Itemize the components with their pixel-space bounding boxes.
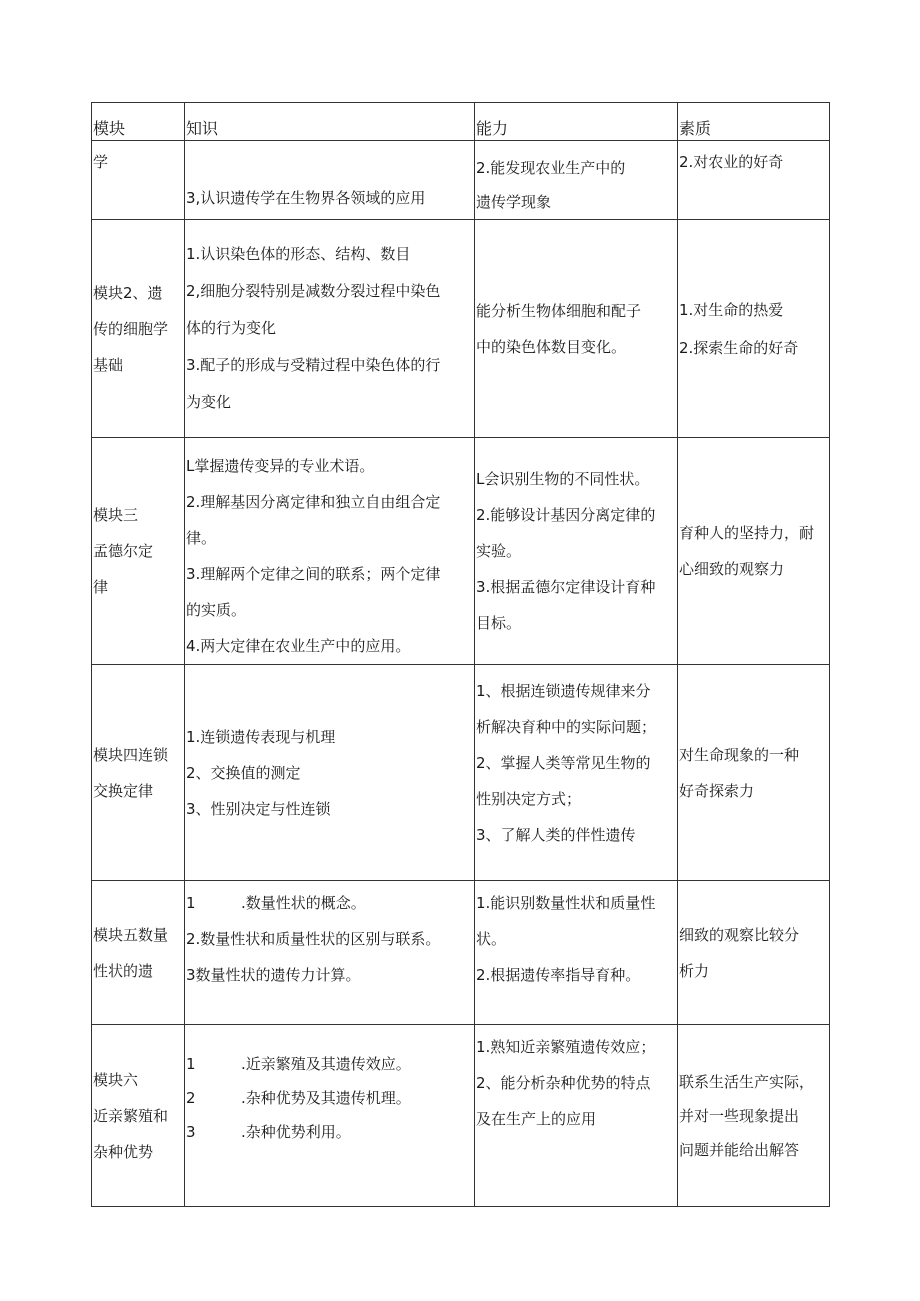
quality-cell (678, 881, 830, 1025)
module-text: 性状的遗 (93, 961, 154, 980)
knowledge-item (186, 885, 474, 921)
knowledge-item: 的实质。 (186, 601, 247, 619)
quality-cell (678, 665, 830, 881)
ability-item: 2、掌握人类等常见生物的 (476, 754, 651, 772)
ability-cell (475, 665, 678, 881)
quality-item: 2.对农业的好奇 (679, 153, 784, 171)
knowledge-cell (185, 881, 475, 1025)
module-text: 律 (93, 578, 109, 596)
knowledge-item: 2.数量性状和质量性状的区别与联系。 (186, 930, 441, 948)
knowledge-number: 3 (186, 1123, 196, 1141)
ability-item: 析解决育种中的实际问题； (476, 718, 657, 736)
ability-item: 2.能够设计基因分离定律的 (476, 506, 656, 524)
module-text: 学 (93, 153, 109, 171)
module-text: 模块2、遗 (93, 283, 163, 302)
ability-item: 1、根据连锁遗传规律来分 (476, 682, 651, 700)
knowledge-item: 3,认识遗传学在生物界各领域的应用 (186, 189, 426, 207)
ability-cell (475, 141, 678, 220)
knowledge-item: 为变化 (186, 393, 232, 411)
knowledge-item: 3.配子的形成与受精过程中染色体的行 (186, 356, 441, 374)
module-text: 模块三 (93, 506, 139, 524)
knowledge-item (186, 1047, 474, 1081)
quality-cell (678, 141, 830, 220)
ability-cell (475, 1025, 678, 1207)
header-module: 模块 (92, 103, 185, 141)
knowledge-item: L掌握遗传变异的专业术语。 (186, 457, 375, 475)
ability-item: 3.根据孟德尔定律设计育种 (476, 578, 656, 596)
knowledge-item: 1.认识染色体的形态、结构、数目 (186, 245, 411, 263)
quality-item: 2.探索生命的好奇 (679, 338, 799, 357)
module-cell (92, 665, 185, 881)
module-cell (92, 438, 185, 665)
module-text: 杂种优势 (93, 1142, 154, 1161)
ability-item: 3、了解人类的伴性遗传 (476, 826, 636, 844)
module-text: 近亲繁殖和 (93, 1106, 169, 1125)
knowledge-item (186, 1115, 474, 1149)
ability-item: 2.根据遗传率指导育种。 (476, 966, 641, 984)
ability-item: 遗传学现象 (476, 193, 552, 211)
knowledge-item: 3.理解两个定律之间的联系；两个定律 (186, 565, 441, 583)
header-ability: 能力 (475, 103, 678, 141)
module-cell (92, 1025, 185, 1207)
ability-item: 1.熟知近亲繁殖遗传效应； (476, 1038, 656, 1056)
quality-cell (678, 1025, 830, 1207)
ability-item: 性别决定方式； (476, 790, 582, 808)
table-header-row (92, 103, 830, 141)
quality-item: 心细致的观察力 (679, 560, 785, 578)
knowledge-item: 3、性别决定与性连锁 (186, 799, 331, 818)
quality-item: 细致的观察比较分 (679, 925, 800, 944)
ability-item: 能分析生物体细胞和配子 (476, 301, 642, 320)
knowledge-item (186, 1081, 474, 1115)
quality-item: 对生命现象的一种 (679, 745, 800, 764)
table-row (92, 665, 830, 881)
module-text: 基础 (93, 355, 124, 374)
module-text: 传的细胞学 (93, 319, 169, 338)
header-knowledge: 知识 (185, 103, 475, 141)
quality-item: 析力 (679, 961, 710, 980)
quality-item: 并对一些现象提出 (679, 1106, 800, 1125)
knowledge-item: 3数量性状的遗传力计算。 (186, 966, 361, 984)
module-text: 交换定律 (93, 781, 154, 800)
knowledge-item: 1.连锁遗传表现与机理 (186, 727, 336, 746)
curriculum-table (91, 102, 830, 1207)
ability-cell (475, 220, 678, 438)
module-cell (92, 141, 185, 220)
knowledge-number: 1 (186, 894, 196, 912)
quality-item: 问题并能给出解答 (679, 1140, 800, 1159)
quality-item: 育种人的坚持力，耐 (679, 524, 815, 542)
ability-item: 实验。 (476, 542, 522, 560)
header-quality: 素质 (678, 103, 830, 141)
ability-cell (475, 881, 678, 1025)
module-text: 模块六 (93, 1070, 139, 1089)
knowledge-text: .近亲繁殖及其遗传效应。 (241, 1055, 411, 1073)
ability-item: 2、能分析杂种优势的特点 (476, 1074, 651, 1092)
module-text: 模块五数量 (93, 925, 169, 944)
ability-item: 中的染色体数目变化。 (476, 337, 627, 356)
knowledge-number: 2 (186, 1089, 196, 1107)
knowledge-item: 2、交换值的测定 (186, 763, 301, 782)
knowledge-item: 4.两大定律在农业生产中的应用。 (186, 637, 411, 655)
knowledge-number: 1 (186, 1055, 196, 1073)
knowledge-item: 2,细胞分裂特别是减数分裂过程中染色 (186, 282, 441, 300)
quality-cell (678, 438, 830, 665)
knowledge-text: .杂种优势利用。 (241, 1123, 351, 1141)
knowledge-cell (185, 1025, 475, 1207)
table-row (92, 881, 830, 1025)
table-row (92, 438, 830, 665)
knowledge-item: 2.理解基因分离定律和独立自由组合定 (186, 493, 441, 511)
quality-item: 1.对生命的热爱 (679, 300, 784, 319)
knowledge-cell (185, 665, 475, 881)
table-row (92, 141, 830, 220)
ability-item: 目标。 (476, 614, 522, 632)
ability-item: 1.能识别数量性状和质量性 (476, 894, 656, 912)
knowledge-text: .数量性状的概念。 (241, 894, 366, 912)
knowledge-cell (185, 438, 475, 665)
table-row (92, 220, 830, 438)
knowledge-item: 律。 (186, 529, 217, 547)
module-text: 模块四连锁 (93, 745, 169, 764)
quality-item: 联系生活生产实际， (679, 1072, 815, 1091)
module-cell (92, 220, 185, 438)
ability-item: L会识别生物的不同性状。 (476, 470, 650, 488)
ability-item: 及在生产上的应用 (476, 1110, 597, 1128)
ability-cell (475, 438, 678, 665)
knowledge-cell (185, 220, 475, 438)
module-cell (92, 881, 185, 1025)
table-row (92, 1025, 830, 1207)
quality-item: 好奇探索力 (679, 781, 755, 800)
quality-cell (678, 220, 830, 438)
module-text: 孟德尔定 (93, 542, 154, 560)
knowledge-item: 体的行为变化 (186, 319, 277, 337)
ability-item: 状。 (476, 930, 507, 948)
ability-item: 2.能发现农业生产中的 (476, 159, 626, 177)
knowledge-cell (185, 141, 475, 220)
knowledge-text: .杂种优势及其遗传机理。 (241, 1089, 411, 1107)
